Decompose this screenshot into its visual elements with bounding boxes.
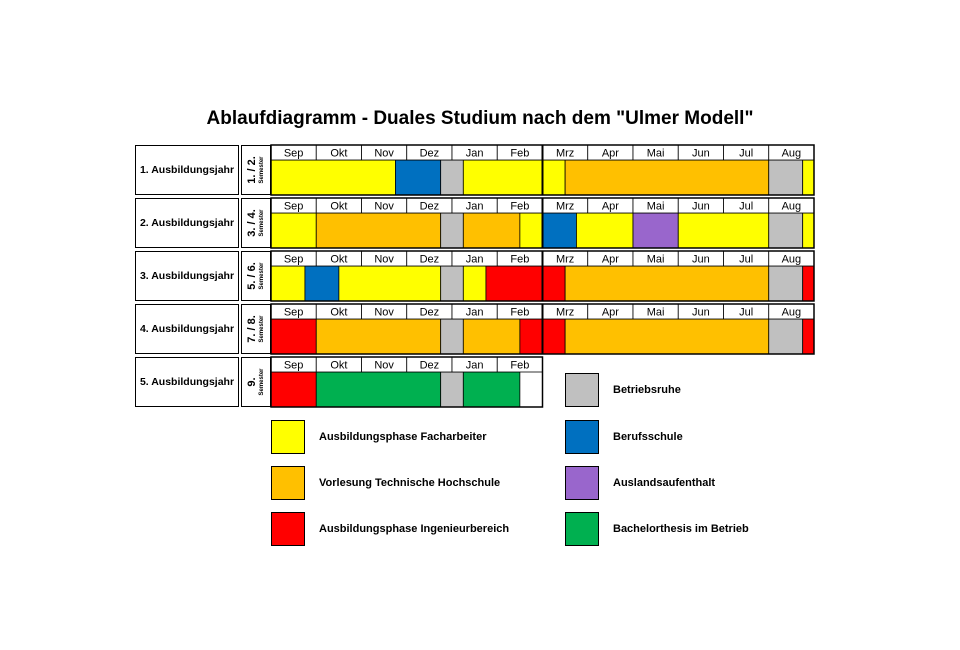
month-label: Dez xyxy=(419,147,440,160)
semester-number: 7. / 8. xyxy=(246,315,258,343)
month-label: Jan xyxy=(465,200,484,213)
month-label: Sep xyxy=(283,306,304,319)
schedule-segment xyxy=(565,266,769,301)
schedule-segment xyxy=(395,160,440,195)
semester-caption: Semester xyxy=(259,368,265,396)
month-label: Dez xyxy=(419,200,440,213)
legend-swatch xyxy=(271,512,305,546)
semester-number: 1. / 2. xyxy=(246,156,258,184)
month-label: Jun xyxy=(692,147,710,160)
month-label: Aug xyxy=(781,200,802,213)
schedule-segment xyxy=(633,213,678,248)
schedule-segment xyxy=(520,213,543,248)
semester-caption: Semester xyxy=(259,156,265,184)
schedule-segment xyxy=(486,266,565,301)
month-label: Jan xyxy=(465,253,484,266)
legend-swatch xyxy=(271,420,305,454)
month-label: Nov xyxy=(374,306,394,319)
schedule-segment xyxy=(271,266,305,301)
legend-item xyxy=(271,512,509,546)
semester-label xyxy=(241,304,271,354)
schedule-segment xyxy=(271,372,316,407)
month-label: Jul xyxy=(739,253,754,266)
month-label: Apr xyxy=(601,253,619,266)
month-label: Jul xyxy=(739,306,754,319)
schedule-segment xyxy=(271,160,395,195)
semester-label xyxy=(241,198,271,248)
schedule-segment xyxy=(463,160,565,195)
year-label: 5. Ausbildungsjahr xyxy=(135,357,239,407)
semester-number: 3. / 4. xyxy=(246,209,258,237)
year-label: 4. Ausbildungsjahr xyxy=(135,304,239,354)
timeline xyxy=(270,144,815,196)
legend-item xyxy=(565,373,681,407)
month-label: Sep xyxy=(283,200,304,213)
month-label: Jul xyxy=(739,200,754,213)
schedule-segment xyxy=(803,213,814,248)
schedule-segment xyxy=(271,213,316,248)
schedule-segment xyxy=(463,266,486,301)
month-label: Jan xyxy=(465,306,484,319)
month-label: Jun xyxy=(692,253,710,266)
legend-swatch xyxy=(565,373,599,407)
schedule-segment xyxy=(463,213,520,248)
schedule-segment xyxy=(769,213,803,248)
semester-caption: Semester xyxy=(259,209,265,237)
semester-label xyxy=(241,357,271,407)
legend-item xyxy=(271,466,500,500)
schedule-segment xyxy=(678,213,769,248)
month-label: Nov xyxy=(374,147,394,160)
legend-label: Bachelorthesis im Betrieb xyxy=(613,523,749,535)
schedule-segment xyxy=(565,160,769,195)
month-label: Mrz xyxy=(555,200,575,213)
schedule-segment xyxy=(441,160,464,195)
month-label: Sep xyxy=(283,147,304,160)
schedule-segment xyxy=(441,266,464,301)
legend-label: Auslandsaufenthalt xyxy=(613,477,716,489)
month-label: Aug xyxy=(781,306,802,319)
month-label: Mrz xyxy=(555,253,575,266)
month-label: Aug xyxy=(781,147,802,160)
month-label: Jan xyxy=(465,359,484,372)
month-label: Nov xyxy=(374,200,394,213)
semester-caption: Semester xyxy=(259,315,265,343)
month-label: Apr xyxy=(601,147,619,160)
month-label: Jul xyxy=(739,147,754,160)
legend-swatch xyxy=(565,420,599,454)
semester-number: 5. / 6. xyxy=(246,262,258,290)
month-label: Okt xyxy=(330,359,348,372)
schedule-segment xyxy=(463,372,520,407)
timeline xyxy=(270,303,815,355)
schedule-segment xyxy=(316,372,440,407)
legend-swatch xyxy=(271,466,305,500)
schedule-segment xyxy=(565,319,769,354)
month-label: Sep xyxy=(283,253,304,266)
legend-item xyxy=(271,420,486,454)
month-label: Apr xyxy=(601,306,619,319)
timeline xyxy=(270,197,815,249)
month-label: Mai xyxy=(646,147,665,160)
legend-label: Vorlesung Technische Hochschule xyxy=(319,477,501,489)
legend-label: Betriebsruhe xyxy=(613,384,681,396)
month-label: Okt xyxy=(330,253,348,266)
month-label: Jun xyxy=(692,200,710,213)
schedule-segment xyxy=(803,266,814,301)
month-label: Jun xyxy=(692,306,710,319)
month-label: Okt xyxy=(330,147,348,160)
legend-item xyxy=(565,420,683,454)
schedule-segment xyxy=(463,319,520,354)
year-label: 3. Ausbildungsjahr xyxy=(135,251,239,301)
schedule-segment xyxy=(305,266,339,301)
month-label: Okt xyxy=(330,306,348,319)
legend-swatch xyxy=(565,512,599,546)
month-label: Mai xyxy=(646,200,665,213)
semester-label xyxy=(241,145,271,195)
schedule-segment xyxy=(803,160,814,195)
month-label: Mrz xyxy=(555,147,575,160)
legend-item xyxy=(565,466,715,500)
month-label: Feb xyxy=(510,253,530,266)
schedule-segment xyxy=(441,319,464,354)
schedule-segment xyxy=(769,160,803,195)
schedule-segment xyxy=(441,213,464,248)
schedule-segment xyxy=(769,319,803,354)
month-label: Mai xyxy=(646,253,665,266)
month-label: Feb xyxy=(510,147,530,160)
legend-swatch xyxy=(565,466,599,500)
month-label: Feb xyxy=(510,200,530,213)
semester-caption: Semester xyxy=(259,262,265,290)
month-label: Apr xyxy=(601,200,619,213)
year-label: 1. Ausbildungsjahr xyxy=(135,145,239,195)
schedule-segment xyxy=(576,213,633,248)
legend-item xyxy=(565,512,749,546)
month-label: Feb xyxy=(510,359,530,372)
schedule-segment xyxy=(339,266,441,301)
legend-label: Ausbildungsphase Facharbeiter xyxy=(319,431,487,443)
month-label: Mai xyxy=(646,306,665,319)
semester-label xyxy=(241,251,271,301)
month-label: Mrz xyxy=(555,306,575,319)
schedule-segment xyxy=(441,372,464,407)
month-label: Nov xyxy=(374,253,394,266)
month-label: Jan xyxy=(465,147,484,160)
month-label: Feb xyxy=(510,306,530,319)
schedule-segment xyxy=(316,319,440,354)
month-label: Dez xyxy=(419,306,440,319)
semester-number: 9. xyxy=(246,377,258,387)
schedule-segment xyxy=(769,266,803,301)
schedule-segment xyxy=(271,319,316,354)
legend-label: Ausbildungsphase Ingenieurbereich xyxy=(319,523,510,535)
timeline xyxy=(270,250,815,302)
year-label: 2. Ausbildungsjahr xyxy=(135,198,239,248)
legend-label: Berufsschule xyxy=(613,431,683,443)
month-label: Aug xyxy=(781,253,802,266)
month-label: Dez xyxy=(419,253,440,266)
schedule-segment xyxy=(316,213,440,248)
month-label: Okt xyxy=(330,200,348,213)
month-label: Nov xyxy=(374,359,394,372)
month-label: Dez xyxy=(419,359,440,372)
schedule-segment xyxy=(803,319,814,354)
schedule-segment xyxy=(543,213,577,248)
diagram-title: Ablaufdiagramm - Duales Studium nach dem "Ulmer Modell" xyxy=(206,108,754,129)
month-label: Sep xyxy=(283,359,304,372)
timeline xyxy=(270,356,544,408)
